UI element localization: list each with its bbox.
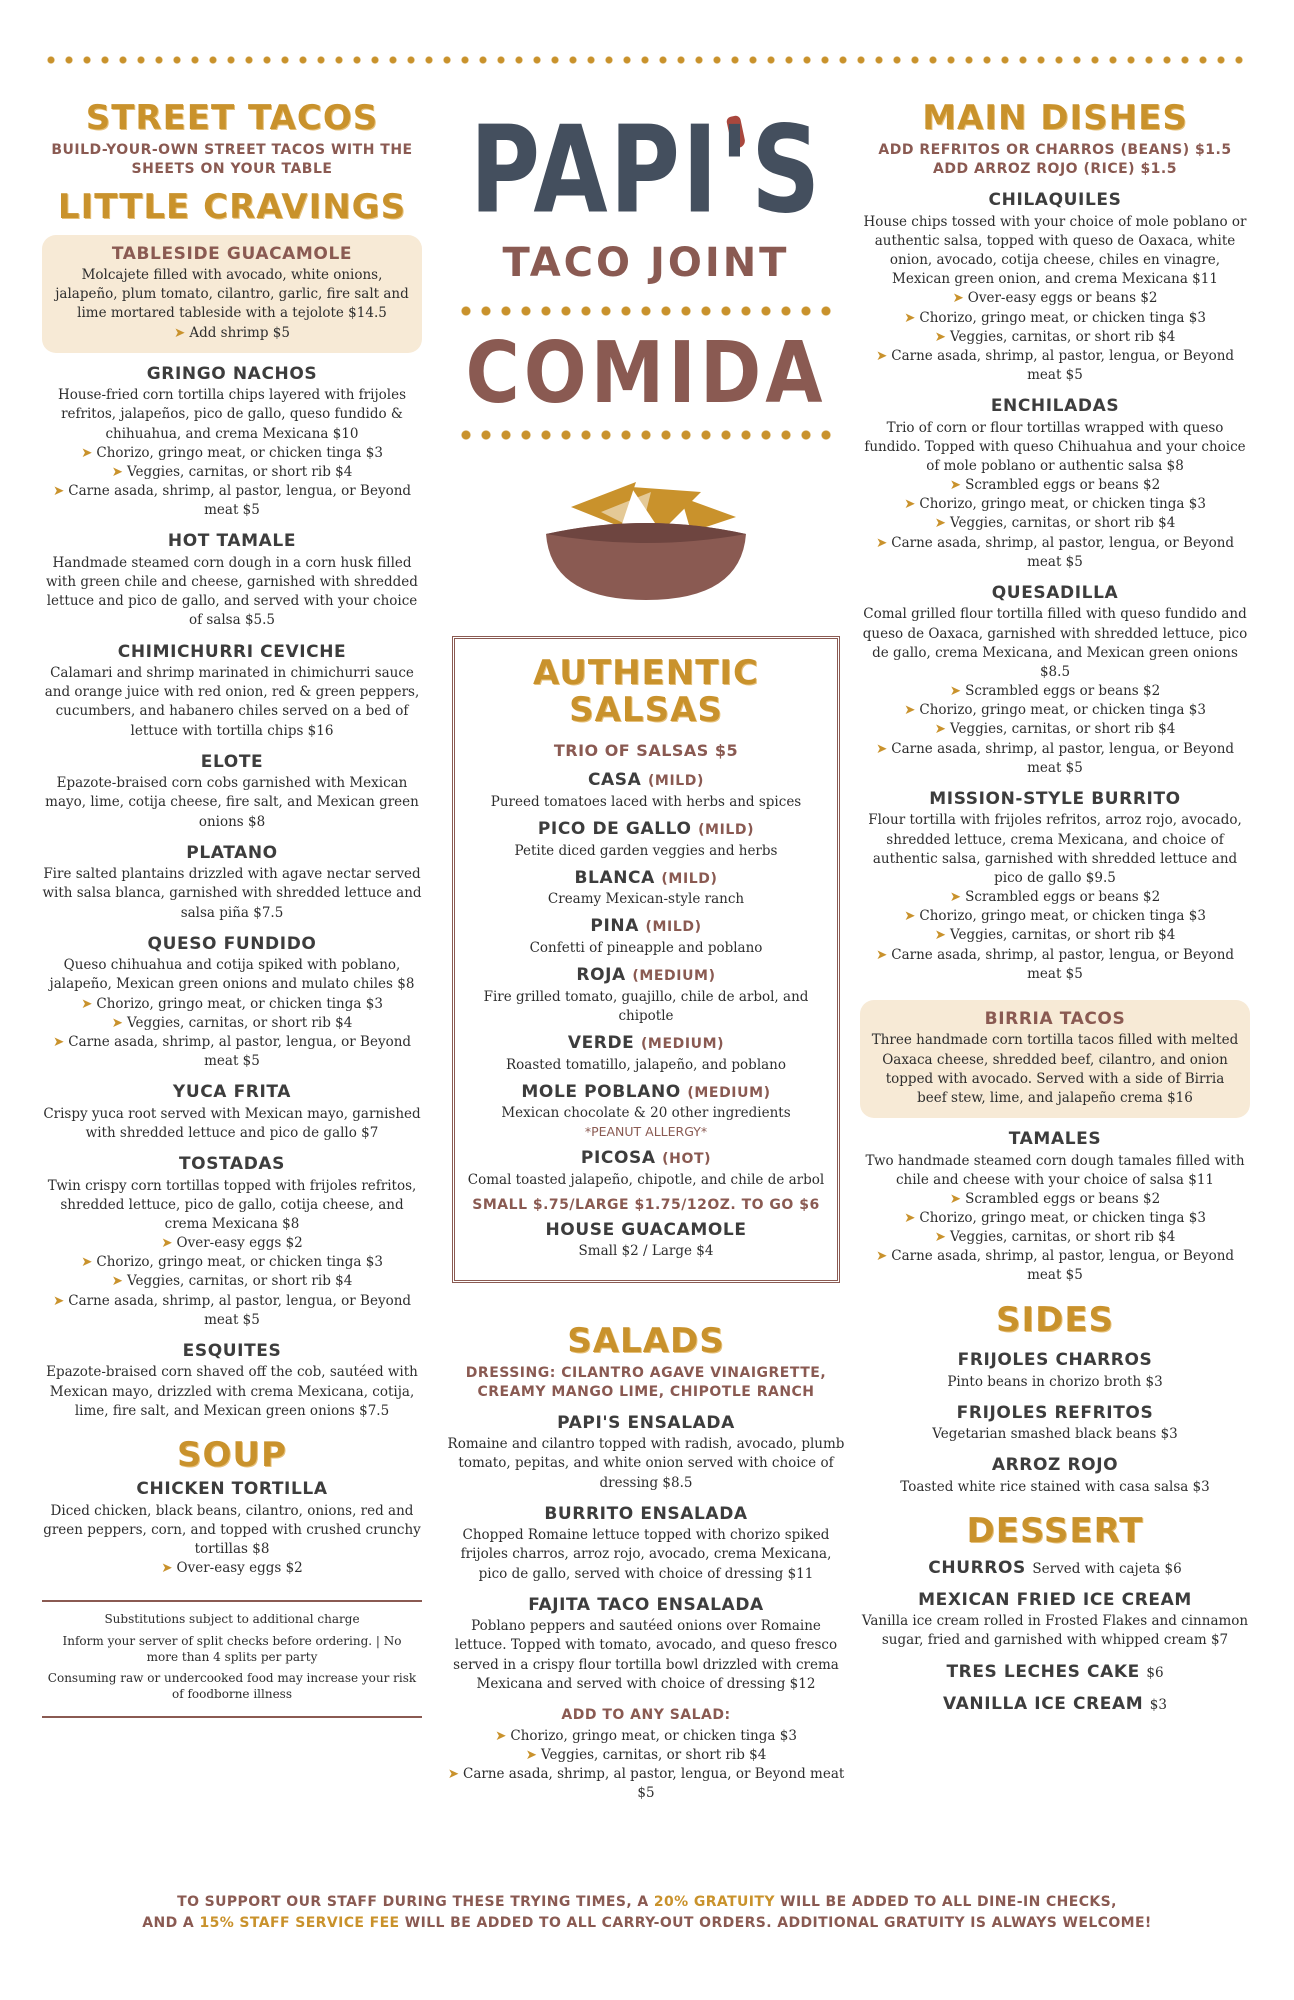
- arrow-icon: ➤: [174, 324, 186, 341]
- menu-item-desc: Calamari and shrimp marinated in chimichurri sauce and orange juice with red onion, red & green peppers, cucumbers, and habanero chiles served on a bed of lettuce with tortilla chips $16: [44, 665, 420, 739]
- menu-item-name: ELOTE: [200, 751, 264, 772]
- logo: [446, 100, 846, 602]
- salsa-heat: (MILD): [698, 822, 755, 839]
- salsas-title-line2: SALSAS: [569, 690, 723, 731]
- add-to-salad-title: ADD TO ANY SALAD:: [561, 1706, 731, 1723]
- menu-item-name: FAJITA TACO ENSALADA: [528, 1594, 764, 1615]
- salsa-name: BLANCA (MILD): [574, 867, 718, 888]
- addon-line: ➤ Chorizo, gringo meat, or chicken tinga $3: [904, 309, 1206, 326]
- menu-item-name: ENCHILADAS: [990, 396, 1120, 417]
- salsa-heat: (MILD): [661, 870, 718, 887]
- salsa-heat: (MEDIUM): [640, 1036, 725, 1053]
- main-dishes-list: [860, 191, 1250, 984]
- menu-item-desc: Queso chihuahua and cotija spiked with poblano, jalapeño, Mexican green onions and mulato chiles $8: [49, 957, 415, 993]
- menu-item-desc: Twin crispy corn tortillas topped with frijoles refritos, shredded lettuce, pico de gallo, cotija cheese, and crema Mexicana $8: [47, 1177, 417, 1232]
- menu-item-desc: Romaine and cilantro topped with radish, avocado, plumb tomato, pepitas, and white onion served with choice of dressing $8.5: [447, 1436, 845, 1491]
- chip-bowl-icon: [541, 472, 751, 602]
- salsa-heat: (HOT): [662, 1151, 712, 1168]
- arrow-icon: ➤: [875, 1248, 888, 1265]
- peanut-allergy-note: *PEANUT ALLERGY*: [584, 1124, 708, 1140]
- salads-title: SALADS: [567, 1320, 725, 1361]
- arrow-icon: ➤: [111, 1273, 123, 1290]
- menu-item-desc: Roasted tomatillo, jalapeño, and poblano: [505, 1056, 787, 1073]
- addon-line: ➤ Veggies, carnitas, or short rib $4: [934, 927, 1176, 944]
- addon-line: ➤ Carne asada, shrimp, al pastor, lengua, or Beyond meat $5: [52, 1292, 412, 1328]
- menu-item-desc: Comal grilled flour tortilla filled with queso fundido and queso de Oaxaca, garnished with shredded lettuce, pico de gallo, crema Mexicana, and Mexican green onions $8.5: [862, 606, 1248, 680]
- addon-line: ➤ Veggies, carnitas, or short rib $4: [934, 515, 1176, 532]
- addon-line: ➤ Carne asada, shrimp, al pastor, lengua, or Beyond meat $5: [875, 1248, 1235, 1284]
- menu-item-desc: Molcajete filled with avocado, white onions, jalapeño, plum tomato, cilantro, garlic, fire salt and lime mortared tableside with a tejolote $14.5: [55, 267, 409, 322]
- tamales-item: [860, 1130, 1250, 1286]
- menu-item-name: BURRITO ENSALADA: [544, 1503, 748, 1524]
- right-column: [860, 100, 1250, 1717]
- street-tacos-title: STREET TACOS: [85, 98, 379, 138]
- menu-item-desc: Petite diced garden veggies and herbs: [514, 842, 778, 859]
- menu-item-desc: Fire salted plantains drizzled with agave nectar served with salsa blanca, garnished with shredded lettuce and salsa piña $7.5: [42, 866, 422, 921]
- addon-line: ➤ Chorizo, gringo meat, or chicken tinga $3: [904, 702, 1206, 719]
- addon-line: ➤ Over-easy eggs $2: [161, 1560, 303, 1577]
- salsa-heat: (MEDIUM): [632, 968, 716, 985]
- menu-item-name: CHIMICHURRI CEVICHE: [117, 641, 347, 662]
- arrow-icon: ➤: [81, 444, 93, 461]
- menu-item-name: TAMALES: [1008, 1129, 1102, 1149]
- menu-item-desc: Epazote-braised corn cobs garnished with Mexican mayo, lime, cotija cheese, fire salt, and Mexican green onions $8: [45, 775, 419, 830]
- menu-item-name: HOT TAMALE: [167, 531, 297, 552]
- footer-line-2: AND A 15% STAFF SERVICE FEE WILL BE ADDED TO ALL CARRY-OUT ORDERS. ADDITIONAL GRATUITY IS ALWAYS WELCOME!: [142, 1915, 1152, 1931]
- arrow-icon: ➤: [904, 309, 916, 326]
- salsa-heat: (MILD): [645, 919, 702, 936]
- main-dishes-subtitle-2: ADD ARROZ ROJO (RICE) $1.5: [933, 161, 1177, 178]
- tableside-guacamole-box: [42, 235, 422, 353]
- arrow-icon: ➤: [934, 328, 946, 345]
- little-cravings-list: [42, 365, 422, 1421]
- salsa-box: [452, 636, 840, 1283]
- middle-column: [446, 100, 846, 1803]
- salads-subtitle: DRESSING: CILANTRO AGAVE VINAIGRETTE, CREAMY MANGO LIME, CHIPOTLE RANCH: [465, 1364, 827, 1400]
- addon-line: ➤ Carne asada, shrimp, al pastor, lengua, or Beyond meat $5: [875, 740, 1235, 776]
- salsa-name: ROJA (MEDIUM): [576, 965, 716, 986]
- addon-line: ➤ Scrambled eggs or beans $2: [949, 889, 1161, 906]
- addon-line: ➤ Chorizo, gringo meat, or chicken tinga $3: [904, 496, 1206, 513]
- addon-line: ➤ Carne asada, shrimp, al pastor, lengua, or Beyond meat $5: [52, 483, 412, 519]
- addon-line: ➤ Scrambled eggs or beans $2: [949, 477, 1161, 494]
- sides-title: SIDES: [995, 1299, 1115, 1340]
- left-column: [42, 100, 422, 1718]
- addon-line: ➤ Veggies, carnitas, or short rib $4: [111, 1014, 353, 1031]
- note-line: Consuming raw or undercooked food may increase your risk of foodborne illness: [47, 1671, 417, 1701]
- churros-item: CHURROS Served with cajeta $6: [928, 1557, 1182, 1578]
- addon-line: ➤ Chorizo, gringo meat, or chicken tinga $3: [81, 444, 383, 461]
- menu-item-name: CHILAQUILES: [988, 190, 1122, 211]
- little-cravings-title: LITTLE CRAVINGS: [57, 187, 407, 228]
- menu-title: COMIDA: [465, 323, 827, 423]
- menu-item-name: PAPI'S ENSALADA: [557, 1412, 735, 1433]
- addon-line: ➤ Veggies, carnitas, or short rib $4: [525, 1746, 767, 1763]
- menu-item-desc: Diced chicken, black beans, cilantro, onions, red and green peppers, corn, and topped with crushed crunchy tortillas $8: [43, 1502, 421, 1558]
- menu-item-desc: Creamy Mexican-style ranch: [547, 891, 745, 908]
- addon-line: ➤ Veggies, carnitas, or short rib $4: [934, 328, 1176, 345]
- salsa-list: [467, 771, 825, 1190]
- menu-item-name: MISSION-STYLE BURRITO: [929, 788, 1181, 809]
- sides-list: [860, 1351, 1250, 1497]
- logo-name: PAPI'S: [469, 100, 823, 240]
- addon-line: ➤ Scrambled eggs or beans $2: [949, 683, 1161, 700]
- menu-item-name: ESQUITES: [182, 1340, 282, 1361]
- salsa-name: MOLE POBLANO (MEDIUM): [521, 1081, 771, 1102]
- arrow-icon: ➤: [875, 534, 888, 551]
- addon-line: ➤ Add shrimp $5: [174, 324, 290, 341]
- addon-line: ➤ Chorizo, gringo meat, or chicken tinga $3: [904, 1210, 1206, 1227]
- addon-line: ➤ Veggies, carnitas, or short rib $4: [934, 721, 1176, 738]
- menu-item-desc: Vanilla ice cream rolled in Frosted Flakes and cinnamon sugar, fried and garnished with whipped cream $7: [861, 1613, 1249, 1649]
- menu-item-name: YUCA FRITA: [172, 1082, 292, 1103]
- arrow-icon: ➤: [949, 683, 962, 700]
- salsas-subtitle: TRIO OF SALSAS $5: [553, 740, 739, 760]
- footer-line-1: TO SUPPORT OUR STAFF DURING THESE TRYING TIMES, A 20% GRATUITY WILL BE ADDED TO ALL DINE-IN CHECKS,: [177, 1894, 1117, 1910]
- addon-line: ➤ Carne asada, shrimp, al pastor, lengua, or Beyond meat $5: [875, 946, 1235, 982]
- menu-item-name: HOUSE GUACAMOLE: [545, 1219, 747, 1240]
- arrow-icon: ➤: [904, 496, 916, 513]
- menu-item-desc: Confetti of pineapple and poblano: [529, 940, 763, 957]
- menu-item-name: TOSTADAS: [178, 1154, 286, 1175]
- arrow-icon: ➤: [934, 1229, 946, 1246]
- menu-item-name: QUESADILLA: [991, 582, 1119, 603]
- arrow-icon: ➤: [949, 1190, 962, 1207]
- note-line: Substitutions subject to additional charge: [104, 1612, 360, 1627]
- salsa-name: VERDE (MEDIUM): [567, 1033, 725, 1054]
- addon-line: ➤ Carne asada, shrimp, al pastor, lengua, or Beyond meat $5: [875, 347, 1235, 383]
- arrow-icon: ➤: [875, 946, 888, 963]
- menu-item-name: QUESO FUNDIDO: [147, 933, 317, 954]
- street-tacos-subtitle: BUILD-YOUR-OWN STREET TACOS WITH THE SHEETS ON YOUR TABLE: [51, 142, 413, 178]
- policy-notes: [42, 1600, 422, 1718]
- addon-line: ➤ Over-easy eggs $2: [161, 1235, 303, 1252]
- menu-item-name: MEXICAN FRIED ICE CREAM: [918, 1589, 1192, 1610]
- addon-line: ➤ Carne asada, shrimp, al pastor, lengua, or Beyond meat $5: [447, 1766, 845, 1802]
- menu-item-desc: Epazote-braised corn shaved off the cob, sautéed with Mexican mayo, drizzled with crema Mexicana, cotija, lime, fire salt, and Mexican green onions $7.5: [46, 1364, 418, 1419]
- menu-item-desc: Pureed tomatoes laced with herbs and spices: [490, 793, 802, 810]
- soup-title: SOUP: [177, 1434, 287, 1475]
- menu-item-name: CHICKEN TORTILLA: [136, 1479, 328, 1500]
- menu-item-desc: Crispy yuca root served with Mexican mayo, garnished with shredded lettuce and pico de gallo $7: [43, 1105, 421, 1141]
- salsa-name: PICOSA (HOT): [580, 1148, 712, 1169]
- addon-line: ➤ Chorizo, gringo meat, or chicken tinga $3: [81, 1254, 383, 1271]
- arrow-icon: ➤: [875, 347, 888, 364]
- gratuity-notice: [60, 1892, 1234, 1934]
- menu-item-desc: Comal toasted jalapeño, chipotle, and chile de arbol: [467, 1171, 825, 1188]
- menu-item-name: BIRRIA TACOS: [984, 1008, 1126, 1029]
- menu-item-desc: Two handmade steamed corn dough tamales filled with chile and cheese with your choice of salsa $11: [865, 1152, 1245, 1188]
- menu-item-desc: Vegetarian smashed black beans $3: [932, 1426, 1178, 1443]
- addon-line: ➤ Over-easy eggs or beans $2: [952, 290, 1158, 307]
- menu-item-desc: Flour tortilla with frijoles refritos, arroz rojo, avocado, shredded lettuce, crema Mexicana, and choice of authentic salsa, garnished with shredded lettuce and pico de gallo $9.5: [868, 812, 1242, 886]
- menu-item-desc: Toasted white rice stained with casa salsa $3: [900, 1478, 1210, 1495]
- arrow-icon: ➤: [81, 995, 93, 1012]
- salsa-name: PINA (MILD): [590, 916, 702, 937]
- arrow-icon: ➤: [52, 1033, 65, 1050]
- arrow-icon: ➤: [904, 702, 916, 719]
- salad-list: [446, 1414, 846, 1694]
- arrow-icon: ➤: [447, 1766, 459, 1783]
- arrow-icon: ➤: [161, 1560, 173, 1577]
- arrow-icon: ➤: [934, 927, 946, 944]
- arrow-icon: ➤: [875, 740, 888, 757]
- menu-item-desc: House-fried corn tortilla chips layered with frijoles refritos, jalapeños, pico de gallo, queso fundido & chihuahua, and crema Mexicana $10: [57, 387, 406, 442]
- arrow-icon: ➤: [161, 1235, 173, 1252]
- birria-tacos-box: [860, 1000, 1250, 1118]
- arrow-icon: ➤: [81, 1254, 93, 1271]
- menu-item-name: PLATANO: [186, 842, 278, 863]
- menu-item-name: FRIJOLES REFRITOS: [956, 1402, 1154, 1423]
- menu-item-desc: House chips tossed with your choice of mole poblano or authentic salsa, topped with queso de Oaxaca, white onion, avocado, cotija cheese, chiles en vinagre, Mexican green onion, and crema Mexicana $11: [863, 213, 1247, 288]
- addon-line: ➤ Carne asada, shrimp, al pastor, lengua, or Beyond meat $5: [52, 1033, 412, 1070]
- salsa-name: PICO DE GALLO (MILD): [537, 819, 755, 840]
- arrow-icon: ➤: [934, 721, 946, 738]
- addon-line: ➤ Chorizo, gringo meat, or chicken tinga $3: [904, 908, 1206, 925]
- menu-item-desc: Chopped Romaine lettuce topped with chorizo spiked frijoles charros, arroz rojo, avocado, crema Mexicana, pico de gallo, served with choice of dressing $11: [460, 1527, 832, 1582]
- addon-line: ➤ Veggies, carnitas, or short rib $4: [111, 463, 353, 480]
- menu-item-desc: Fire grilled tomato, guajillo, chile de arbol, and chipotle: [483, 988, 809, 1024]
- menu-item-name: TABLESIDE GUACAMOLE: [111, 243, 353, 264]
- addon-line: ➤ Chorizo, gringo meat, or chicken tinga $3: [495, 1727, 797, 1744]
- menu-item-name: ARROZ ROJO: [991, 1455, 1119, 1476]
- note-line: Inform your server of split checks before ordering. | No more than 4 splits per party: [62, 1634, 402, 1664]
- arrow-icon: ➤: [111, 1014, 123, 1031]
- dot-divider: [452, 304, 840, 318]
- arrow-icon: ➤: [904, 1210, 916, 1227]
- addon-line: ➤ Veggies, carnitas, or short rib $4: [934, 1229, 1176, 1246]
- arrow-icon: ➤: [525, 1746, 537, 1763]
- menu-item-name: FRIJOLES CHARROS: [957, 1350, 1153, 1371]
- salsa-pricing: SMALL $.75/LARGE $1.75/12OZ. TO GO $6: [472, 1196, 820, 1213]
- decorative-border: [42, 50, 1252, 70]
- menu-item-desc: Pinto beans in chorizo broth $3: [947, 1373, 1163, 1390]
- addon-line: ➤ Carne asada, shrimp, al pastor, lengua, or Beyond meat $5: [875, 534, 1235, 570]
- addon-line: ➤ Scrambled eggs or beans $2: [949, 1190, 1161, 1207]
- salsas-title-line1: AUTHENTIC: [533, 653, 759, 693]
- arrow-icon: ➤: [949, 889, 962, 906]
- menu-item-desc: Trio of corn or flour tortillas wrapped with queso fundido. Topped with queso Chihuahua and your choice of mole poblano or authentic salsa $8: [864, 419, 1246, 474]
- dessert-title: DESSERT: [966, 1511, 1144, 1552]
- salsa-heat: (MEDIUM): [687, 1084, 771, 1101]
- main-dishes-title: MAIN DISHES: [922, 98, 1188, 138]
- salsa-name: CASA (MILD): [587, 770, 705, 791]
- menu-item-desc: Poblano peppers and sautéed onions over Romaine lettuce. Topped with tomato, avocado, and queso fresco served in a crispy flour tortilla bowl drizzled with crema Mexicana and served with choice of dressing $12: [453, 1618, 839, 1692]
- logo-subtitle: TACO JOINT: [502, 240, 790, 286]
- arrow-icon: ➤: [904, 908, 916, 925]
- arrow-icon: ➤: [111, 463, 123, 480]
- salsa-heat: (MILD): [647, 773, 705, 790]
- dot-divider: [452, 428, 840, 442]
- menu-item-desc: Handmade steamed corn dough in a corn husk filled with green chile and cheese, garnished with shredded lettuce and pico de gallo, and served with your choice of salsa $5.5: [46, 554, 418, 629]
- arrow-icon: ➤: [952, 290, 964, 307]
- arrow-icon: ➤: [52, 1292, 65, 1309]
- addon-line: ➤ Veggies, carnitas, or short rib $4: [111, 1273, 353, 1290]
- salad-addon-list: [446, 1727, 846, 1804]
- main-dishes-subtitle-1: ADD REFRITOS OR CHARROS (BEANS) $1.5: [878, 142, 1232, 159]
- arrow-icon: ➤: [52, 483, 65, 500]
- vanilla-ice-cream-item: VANILLA ICE CREAM $3: [943, 1693, 1167, 1714]
- menu-item-desc: Small $2 / Large $4: [578, 1243, 714, 1260]
- tres-leches-item: TRES LECHES CAKE $6: [946, 1661, 1164, 1682]
- addon-line: ➤ Chorizo, gringo meat, or chicken tinga $3: [81, 995, 383, 1012]
- arrow-icon: ➤: [495, 1727, 507, 1744]
- menu-item-name: GRINGO NACHOS: [146, 363, 318, 384]
- menu-item-desc: Three handmade corn tortilla tacos filled with melted Oaxaca cheese, shredded beef, cilantro, and onion topped with avocado. Served with a side of Birria beef stew, lime, and jalapeño crema $16: [871, 1032, 1239, 1106]
- menu-item-desc: Mexican chocolate & 20 other ingredients: [501, 1105, 791, 1122]
- arrow-icon: ➤: [934, 515, 946, 532]
- arrow-icon: ➤: [949, 477, 962, 494]
